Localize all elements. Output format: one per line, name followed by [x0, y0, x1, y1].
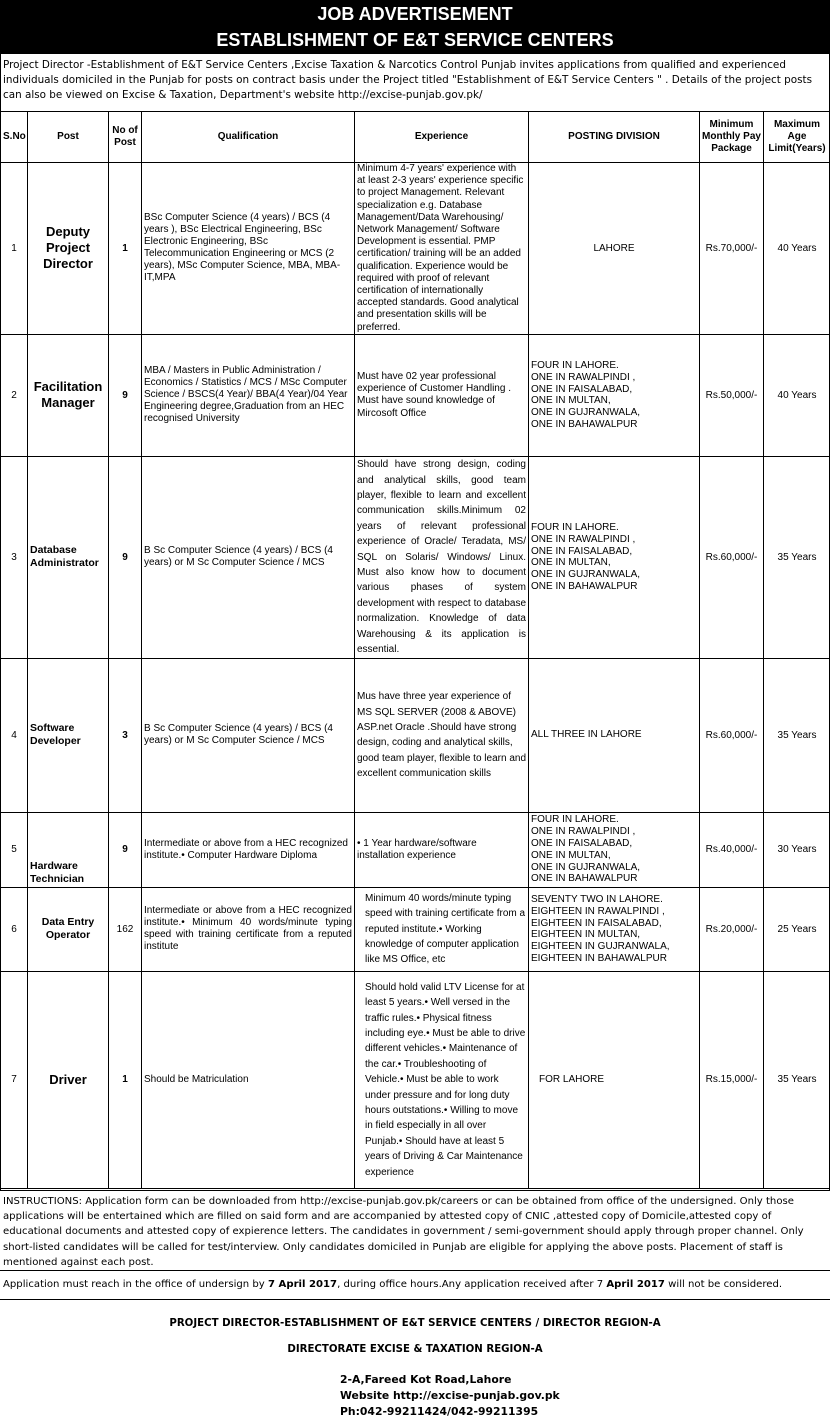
footer-directorate: DIRECTORATE EXCISE & TAXATION REGION-A — [287, 1344, 543, 1355]
table-row — [1, 887, 830, 971]
cell-qualification: B Sc Computer Science (4 years) / BCS (4 years) or M Sc Computer Science / MCS — [142, 456, 355, 658]
cell-age: 40 Years — [764, 163, 830, 335]
table-row — [1, 658, 830, 812]
cell-pay: Rs.20,000/- — [700, 887, 764, 971]
col-header-sno: S.No — [1, 112, 28, 163]
cell-pay: Rs.60,000/- — [700, 456, 764, 658]
table-row — [1, 812, 830, 887]
cell-age: 35 Years — [764, 658, 830, 812]
cell-experience: Should hold valid LTV License for at least 5 years.• Well versed in the traffic rules.• Physical fitness including eye.• Must be able to drive different vehicles.• Maintenance of the car.• Troubleshooting of Vehicle.• Must be able to work under pressure and for long duty hours outstations.• Willing to move in field especially in all over Punjab.• Should have at least 5 years of Driving & Car Maintenance experience — [355, 971, 529, 1188]
footer-website: Website http://excise-punjab.gov.pk — [340, 1389, 560, 1402]
divider — [0, 1299, 830, 1300]
cell-posting-division: FOUR IN LAHORE. ONE IN RAWALPINDI , ONE IN FAISALABAD, ONE IN MULTAN, ONE IN GUJRANWALA, ONE IN BAHAWALPUR — [529, 456, 700, 658]
cell-posting-division: SEVENTY TWO IN LAHORE. EIGHTEEN IN RAWALPINDI , EIGHTEEN IN FAISALABAD, EIGHTEEN IN MULTAN, EIGHTEEN IN GUJRANWALA, EIGHTEEN IN BAHAWALPUR — [529, 887, 700, 971]
cell-experience: Must have 02 year professional experience of Customer Handling . Must have sound knowledge of Mircosoft Office — [355, 334, 529, 456]
cell-post: Facilitation Manager — [28, 334, 109, 456]
table-row — [1, 971, 830, 1188]
cell-post: Database Administrator — [28, 456, 109, 658]
col-header-no-of-post: No of Post — [109, 112, 142, 163]
cell-sno: 1 — [1, 163, 28, 335]
cell-age: 40 Years — [764, 334, 830, 456]
footer-address: 2-A,Fareed Kot Road,Lahore — [340, 1373, 512, 1386]
cell-post: Deputy Project Director — [28, 163, 109, 335]
table-row — [1, 456, 830, 658]
cell-pay: Rs.60,000/- — [700, 658, 764, 812]
cell-qualification: Intermediate or above from a HEC recognized institute.• Minimum 40 words/minute typing speed with training certificate from a reputed institute — [142, 887, 355, 971]
cell-qualification: Intermediate or above from a HEC recognized institute.• Computer Hardware Diploma — [142, 812, 355, 887]
cell-sno: 4 — [1, 658, 28, 812]
table-row — [1, 163, 830, 335]
footer-authority: PROJECT DIRECTOR-ESTABLISHMENT OF E&T SERVICE CENTERS / DIRECTOR REGION-A — [169, 1318, 661, 1329]
cell-pay: Rs.50,000/- — [700, 334, 764, 456]
col-header-posting-division: POSTING DIVISION — [529, 112, 700, 163]
table-row — [1, 334, 830, 456]
cell-no-of-post: 9 — [109, 456, 142, 658]
page-subtitle: ESTABLISHMENT OF E&T SERVICE CENTERS — [216, 30, 614, 50]
cell-experience: Minimum 40 words/minute typing speed with training certificate from a reputed institute.• Working knowledge of computer application like MS Office, etc — [355, 887, 529, 971]
cell-post: Data Entry Operator — [28, 887, 109, 971]
cell-post: Hardware Technician — [28, 812, 109, 887]
table-header-row — [1, 112, 830, 163]
cell-sno: 7 — [1, 971, 28, 1188]
cell-qualification: MBA / Masters in Public Administration / Economics / Statistics / MCS / MSc Computer Science / BSCS(4 Year)/ BBA(4 Year)/04 Year Engineering degree,Graduation from an HEC recognised University — [142, 334, 355, 456]
cell-post: Driver — [28, 971, 109, 1188]
deadline-text-3: will not be considered. — [664, 1279, 783, 1290]
cell-posting-division: LAHORE — [529, 163, 700, 335]
col-header-experience: Experience — [355, 112, 529, 163]
intro-paragraph: Project Director -Establishment of E&T Service Centers ,Excise Taxation & Narcotics Control Punjab invites applications from qualified and experienced individuals domiciled in the Punjab for posts on contract basis under the Project titled "Establishment of E&T Service Centers " . Details of the project posts can also be viewed on Excise & Taxation, Department's website http://excise-punjab.gov.pk/ — [3, 59, 812, 101]
cell-sno: 6 — [1, 887, 28, 971]
deadline-notice — [3, 1277, 827, 1292]
cell-experience: Minimum 4-7 years' experience with at least 2-3 years' experience specific to project Management. Relevant specialization e.g. Database Management/Data Warehousing/ Network Management/ Software Development is essential. PMP certification/ training will be an added qualification. Experience would be required with proof of relevant certification of internationally accepted standards. Good analytical and presentation skills will be preferred. — [355, 163, 529, 335]
cell-pay: Rs.15,000/- — [700, 971, 764, 1188]
deadline-date-1: 7 April 2017 — [268, 1279, 338, 1290]
cell-no-of-post: 9 — [109, 334, 142, 456]
cell-experience: • 1 Year hardware/software installation experience — [355, 812, 529, 887]
deadline-date-2: April 2017 — [606, 1279, 665, 1290]
cell-no-of-post: 3 — [109, 658, 142, 812]
cell-posting-division: ALL THREE IN LAHORE — [529, 658, 700, 812]
cell-no-of-post: 1 — [109, 163, 142, 335]
col-header-post: Post — [28, 112, 109, 163]
cell-sno: 5 — [1, 812, 28, 887]
cell-age: 25 Years — [764, 887, 830, 971]
instructions-paragraph: INSTRUCTIONS: Application form can be downloaded from http://excise-punjab.gov.pk/careers or can be obtained from office of the undersigned. Only those applications will be entertained which are filled on said form and are accompanied by attested copy of CNIC ,attested copy of Domicile,attested copy of educational documents and attested copy of expierence letters. The candidates in government / semi-government should apply through proper channel. Only short-listed candidates will be called for test/interview. Only candidates domiciled in Punjab are eligible for applying the above posts. Placement of staff is mentioned against each post. — [3, 1196, 804, 1268]
page-title: JOB ADVERTISEMENT — [317, 4, 513, 24]
col-header-qualification: Qualification — [142, 112, 355, 163]
jobs-table — [0, 111, 830, 1189]
deadline-text-1: Application must reach in the office of undersign by — [3, 1279, 268, 1290]
cell-sno: 3 — [1, 456, 28, 658]
cell-qualification: Should be Matriculation — [142, 971, 355, 1188]
cell-qualification: BSc Computer Science (4 years) / BCS (4 years ), BSc Electrical Engineering, BSc Electronic Engineering, BSc Telecommunication Engineering or MCS (2 years), MSc Computer Science, MBA, MBA-IT,MPA — [142, 163, 355, 335]
cell-qualification: B Sc Computer Science (4 years) / BCS (4 years) or M Sc Computer Science / MCS — [142, 658, 355, 812]
cell-experience: Should have strong design, coding and analytical skills, good team player, flexible to learn and excellent communication skills.Minimum 02 years of relevant professional experience of Oracle/ Teradata, MS/ SQL on Solaris/ Windows/ Linux. Must also know how to document various phases of system development with respect to database normalization. Knowledge of data Warehousing & its application is essential. — [355, 456, 529, 658]
cell-age: 30 Years — [764, 812, 830, 887]
cell-post: Software Developer — [28, 658, 109, 812]
cell-sno: 2 — [1, 334, 28, 456]
col-header-age: Maximum Age Limit(Years) — [764, 112, 830, 163]
col-header-pay: Minimum Monthly Pay Package — [700, 112, 764, 163]
cell-pay: Rs.70,000/- — [700, 163, 764, 335]
cell-posting-division: FOUR IN LAHORE. ONE IN RAWALPINDI , ONE IN FAISALABAD, ONE IN MULTAN, ONE IN GUJRANWALA, ONE IN BAHAWALPUR — [529, 812, 700, 887]
cell-no-of-post: 1 — [109, 971, 142, 1188]
page-header — [0, 0, 830, 54]
deadline-text-2: , during office hours.Any application received after 7 — [337, 1279, 607, 1290]
cell-posting-division: FOR LAHORE — [529, 971, 700, 1188]
cell-no-of-post: 162 — [109, 887, 142, 971]
divider — [0, 1270, 830, 1271]
cell-age: 35 Years — [764, 971, 830, 1188]
cell-posting-division: FOUR IN LAHORE. ONE IN RAWALPINDI , ONE IN FAISALABAD, ONE IN MULTAN, ONE IN GUJRANWALA, ONE IN BAHAWALPUR — [529, 334, 700, 456]
cell-age: 35 Years — [764, 456, 830, 658]
cell-experience: Mus have three year experience of MS SQL SERVER (2008 & ABOVE) ASP.net Oracle .Should have strong design, coding and analytical skills, good team player, flexible to learn and excellent communication skills — [355, 658, 529, 812]
footer-phone: Ph:042-99211424/042-99211395 — [340, 1405, 539, 1418]
cell-pay: Rs.40,000/- — [700, 812, 764, 887]
cell-no-of-post: 9 — [109, 812, 142, 887]
